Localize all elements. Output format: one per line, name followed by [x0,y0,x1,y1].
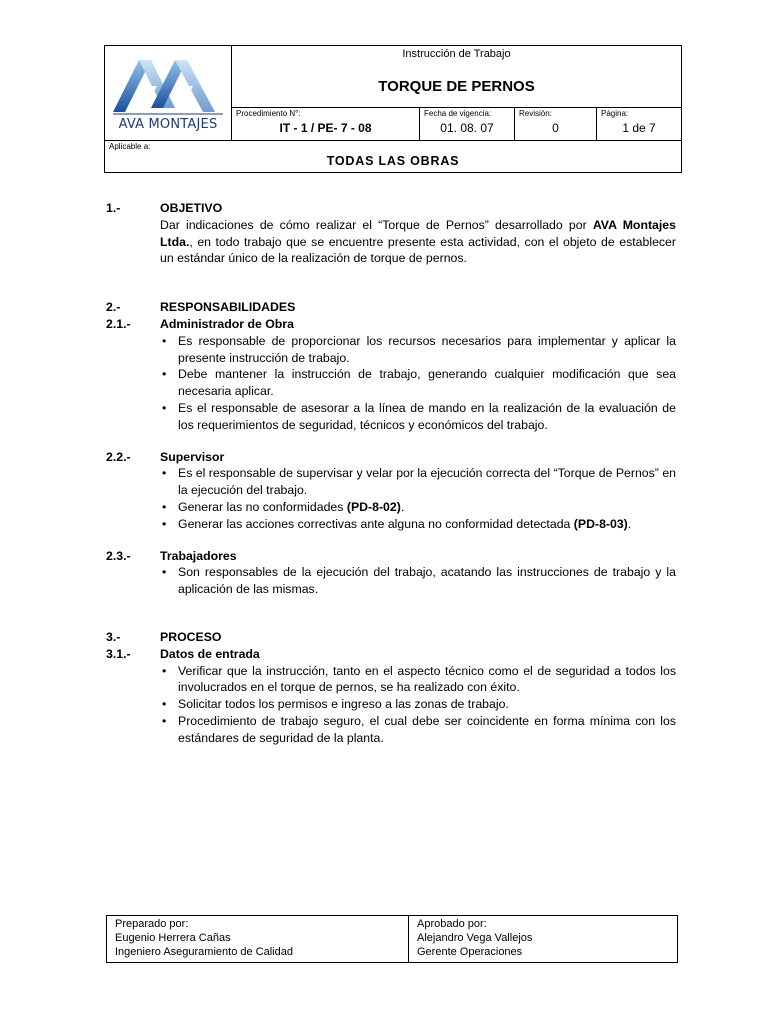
section-title: RESPONSABILIDADES [160,300,296,315]
prepared-by-role: Ingeniero Aseguramiento de Calidad [115,946,293,958]
datos-entrada-list [160,663,676,747]
section-number: 2.- [106,300,121,315]
section-number: 3.- [106,629,121,644]
ava-logo-icon [105,46,232,126]
list-item-text: Generar las no conformidades [178,499,347,514]
section-title: OBJETIVO [160,201,223,215]
procedimiento-field [232,108,420,140]
list-item [160,564,676,598]
approved-by-label: Aprobado por: [417,918,487,930]
company-logo [105,46,232,140]
pagina-field [597,108,681,140]
bullet-icon: • [162,367,167,382]
list-item-text: Son responsables de la ejecución del trabajo, acatando las instrucciones de trabajo y la aplicación de las mismas. [178,565,676,597]
page-title: TORQUE DE PERNOS [378,78,535,95]
procedimiento-label: Procedimiento N°: [236,109,301,118]
section-number: 1.- [106,201,121,215]
approved-by-block [409,916,677,959]
subsection-number: 2.3.- [106,548,131,563]
subsection-title: Supervisor [160,449,225,464]
section-proceso [106,629,676,646]
objetivo-paragraph [160,217,676,267]
list-item-text: Es el responsable de asesorar a la línea de mando en la realización de la evaluación de los requerimientos de seguridad, técnicos y económicos del trabajo. [178,400,676,432]
title-block [232,46,681,108]
revision-field [515,108,597,140]
subsection-supervisor [106,449,676,533]
list-item-text: Es responsable de proporcionar los recursos necesarios para implementar y aplicar la presente instrucción de trabajo. [178,333,676,365]
vigencia-label: Fecha de vigencia: [424,109,492,118]
prepared-by-label: Preparado por: [115,918,189,930]
subsection-title: Datos de entrada [160,646,260,661]
list-item-text: Generar las acciones correctivas ante alguna no conformidad detectada [178,516,574,531]
aplicable-value: TODAS LAS OBRAS [326,154,460,168]
objetivo-text-c: , en todo trabajo que se encuentre presente esta actividad, con el objeto de establecer un estándar único de la realización de torque de pernos. [160,234,676,266]
list-item-text: Procedimiento de trabajo seguro, el cual debe ser coincidente en forma mínima con los estándares de seguridad de la planta. [178,713,676,745]
company-legal-name: AVA Montajes Ltda. [160,217,676,249]
section-objetivo [106,200,676,267]
list-item [160,400,676,434]
bullet-icon: • [162,400,167,415]
document-reference: (PD-8-03) [573,516,628,531]
bullet-icon: • [162,697,167,712]
company-name: AVA MONTAJES [118,117,218,132]
subsection-administrador [106,316,676,434]
list-item-text: Debe mantener la instrucción de trabajo, generando cualquier modificación que sea necesaria aplicar. [178,367,676,399]
subsection-number: 2.1.- [106,316,131,331]
bullet-icon: • [162,333,167,348]
bullet-icon: • [162,565,167,580]
supervisor-list [160,465,676,532]
list-item [160,333,676,367]
objetivo-text-a: Dar indicaciones de cómo realizar el “Torque de Pernos” desarrollado por [160,217,593,232]
vigencia-value: 01. 08. 07 [440,121,494,135]
subsection-trabajadores [106,548,676,598]
document-header [104,45,682,173]
pagina-value: 1 de 7 [622,121,656,135]
approval-footer [106,915,678,963]
approved-by-name: Alejandro Vega Vallejos [417,932,533,944]
list-item [160,663,676,697]
section-title: PROCESO [160,629,222,644]
prepared-by-block [107,916,409,962]
list-item-text: . [400,499,405,514]
subsection-number: 3.1.- [106,646,131,661]
pagina-label: Página: [601,109,629,118]
list-item [160,465,676,499]
list-item-text: . [627,516,632,531]
prepared-by-name: Eugenio Herrera Cañas [115,932,231,944]
administrador-list [160,333,676,434]
aplicable-label: Aplicable a: [109,142,151,151]
section-responsabilidades [106,299,676,316]
document-body [106,200,676,747]
trabajadores-list [160,564,676,598]
bullet-icon: • [162,516,167,531]
document-reference: (PD-8-02) [346,499,401,514]
bullet-icon: • [162,663,167,678]
aplicable-field [105,140,681,173]
subsection-title: Trabajadores [160,548,237,563]
list-item [160,516,676,533]
doc-type: Instrucción de Trabajo [402,48,511,60]
list-item [160,366,676,400]
subsection-title: Administrador de Obra [160,316,294,331]
approved-by-role: Gerente Operaciones [417,946,523,958]
subsection-datos-entrada [106,646,676,747]
procedimiento-value: IT - 1 / PE- 7 - 08 [279,121,372,135]
bullet-icon: • [162,466,167,481]
list-item-text: Es el responsable de supervisar y velar por la ejecución correcta del “Torque de Pernos” en la ejecución del trabajo. [178,466,676,498]
bullet-icon: • [162,713,167,728]
list-item [160,499,676,516]
vigencia-field [420,108,515,140]
subsection-number: 2.2.- [106,449,131,464]
list-item-text: Solicitar todos los permisos e ingreso a las zonas de trabajo. [178,697,509,712]
list-item [160,696,676,713]
bullet-icon: • [162,499,167,514]
revision-value: 0 [552,121,559,135]
list-item-text: Verificar que la instrucción, tanto en el aspecto técnico como el de seguridad a todos los involucrados en el torque de pernos, se ha realizado con éxito. [178,663,676,695]
list-item [160,713,676,747]
revision-label: Revisión: [519,109,552,118]
